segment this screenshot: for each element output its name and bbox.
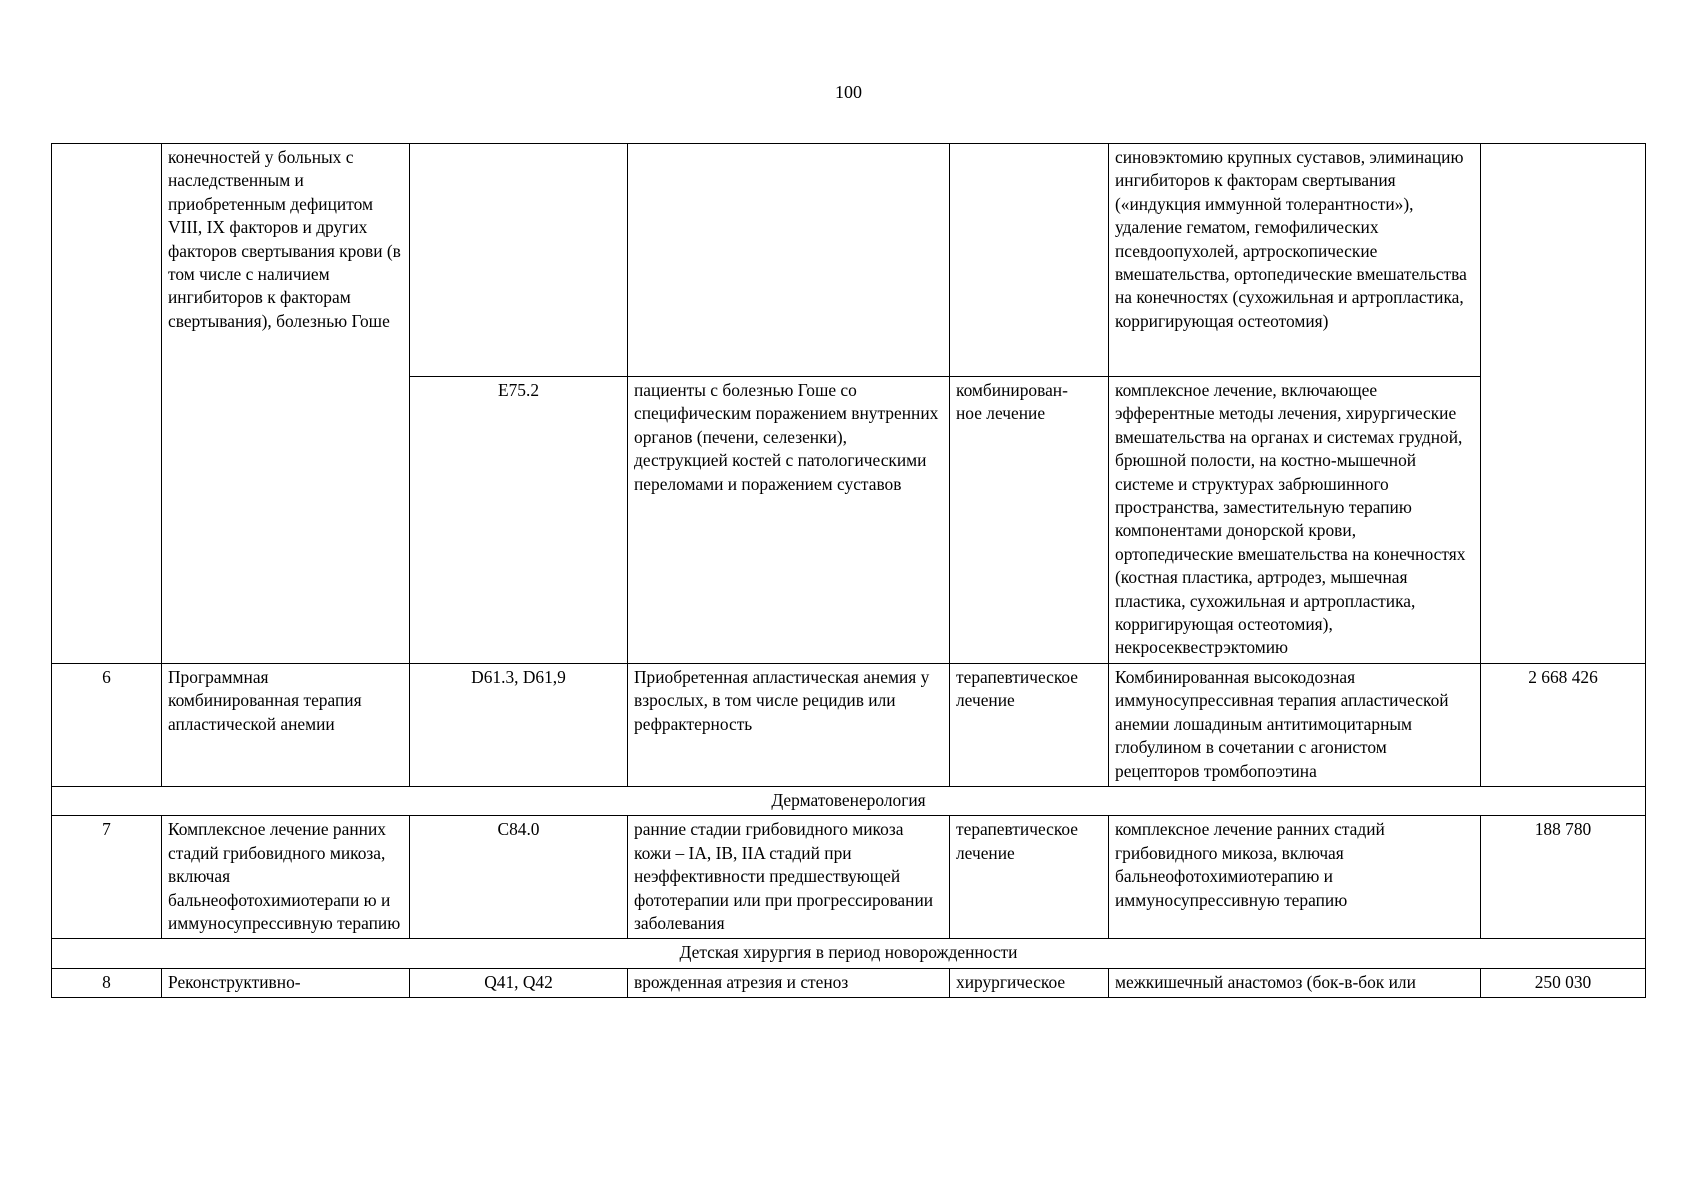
section-row: [52, 786, 1646, 815]
service-name-cell: Программная комбинированная терапия апластической анемии: [162, 663, 410, 786]
patient-model-cell: ранние стадии грибовидного микоза кожи – IA, IB, IIA стадий при неэффективности предшествующей фототерапии или при прогрессировании заболевания: [628, 816, 950, 939]
method-cell: комплексное лечение, включающее эфферентные методы лечения, хирургические вмешательства на органах и системах грудной, брюшной полости, на костно-мышечной системе и структурах забрюшинного пространства, заместительную терапию компонентами донорской крови, ортопедические вмешательства на конечностях (костная пластика, артродез, мышечная пластика, сухожильная и артропластика, корригирующая остеотомия), некросеквестрэктомию: [1109, 377, 1481, 664]
code-cell: Q41, Q42: [410, 968, 628, 997]
patient-model-cell: [628, 144, 950, 377]
service-name-cell: Комплексное лечение ранних стадий грибовидного микоза, включая бальнеофотохимиотерапи ю и иммуносупрессивную терапию: [162, 816, 410, 939]
method-cell: комплексное лечение ранних стадий грибовидного микоза, включая бальнеофотохимиотерапию и иммуносупрессивную терапию: [1109, 816, 1481, 939]
treatment-type-cell: терапевтическое лечение: [950, 663, 1109, 786]
method-cell: Комбинированная высокодозная иммуносупрессивная терапия апластической анемии лошадиным антитимоцитарным глобулином в сочетании с агонистом рецепторов тромбопоэтина: [1109, 663, 1481, 786]
patient-model-cell: Приобретенная апластическая анемия у взрослых, в том числе рецидив или рефрактерность: [628, 663, 950, 786]
code-cell: E75.2: [410, 377, 628, 664]
cost-cell: 188 780: [1481, 816, 1646, 939]
section-heading: Дерматовенерология: [52, 786, 1646, 815]
treatment-type-cell: хирургическое: [950, 968, 1109, 997]
table-row: [52, 663, 1646, 786]
service-name-cell: Реконструктивно-: [162, 968, 410, 997]
row-number-cell: 6: [52, 663, 162, 786]
table-row: [52, 968, 1646, 997]
treatment-type-cell: терапевтическое лечение: [950, 816, 1109, 939]
row-number-cell: [52, 144, 162, 664]
treatment-type-cell: комбинирован- ное лечение: [950, 377, 1109, 664]
patient-model-cell: врожденная атрезия и стеноз: [628, 968, 950, 997]
treatment-table: [51, 143, 1646, 998]
patient-model-cell: пациенты с болезнью Гоше со специфическим поражением внутренних органов (печени, селезенки), деструкцией костей с патологическими переломами и поражением суставов: [628, 377, 950, 664]
page-number: 100: [835, 82, 862, 102]
row-number-cell: 7: [52, 816, 162, 939]
cost-cell: 250 030: [1481, 968, 1646, 997]
method-cell: межкишечный анастомоз (бок-в-бок или: [1109, 968, 1481, 997]
section-heading: Детская хирургия в период новорожденности: [52, 939, 1646, 968]
table-row: [52, 144, 1646, 377]
section-row: [52, 939, 1646, 968]
treatment-type-cell: [950, 144, 1109, 377]
cost-cell: [1481, 144, 1646, 664]
method-cell: синовэктомию крупных суставов, элиминацию ингибиторов к факторам свертывания («индукция иммунной толерантности»), удаление гематом, гемофилических псевдоопухолей, артроскопические вмешательства, ортопедические вмешательства на конечностях (сухожильная и артропластика, корригирующая остеотомия): [1109, 144, 1481, 377]
code-cell: [410, 144, 628, 377]
code-cell: C84.0: [410, 816, 628, 939]
service-name-cell: конечностей у больных с наследственным и приобретенным дефицитом VIII, IX факторов и других факторов свертывания крови (в том числе с наличием ингибиторов к факторам свертывания), болезнью Гоше: [162, 144, 410, 664]
code-cell: D61.3, D61,9: [410, 663, 628, 786]
row-number-cell: 8: [52, 968, 162, 997]
cost-cell: 2 668 426: [1481, 663, 1646, 786]
table-row: [52, 816, 1646, 939]
